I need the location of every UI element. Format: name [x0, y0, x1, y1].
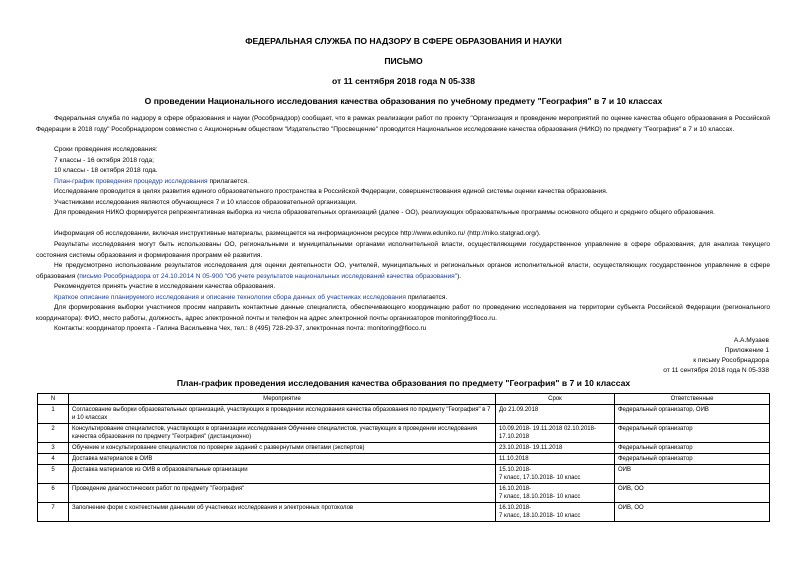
paragraph-purpose: Исследование проводится в целях развития единого образовательного пространства в Российской Федерации, совершенствования единой системы оценки качества образования.: [54, 188, 608, 195]
appendix-reference: к письму Рособрнадзора: [693, 357, 769, 364]
table-row: [38, 405, 770, 424]
agency-title: ФЕДЕРАЛЬНАЯ СЛУЖБА ПО НАДЗОРУ В СФЕРЕ ОБРАЗОВАНИЯ И НАУКИ: [245, 36, 562, 46]
study-description-link[interactable]: Краткое описание планируемого исследования и описание технологии сбора данных об участниках исследования: [54, 294, 406, 301]
document-subject: О проведении Национального исследования качества образования по учебному предмету "География" в 7 и 10 классах: [144, 96, 663, 106]
cell-term: 11.10.2018: [496, 454, 615, 465]
cell-number: 7: [38, 503, 69, 522]
paragraph-restriction: [36, 261, 770, 282]
paragraph-results-use: Результаты исследования могут быть использованы ОО, региональными и муниципальными органами исполнительной власти, осуществляющими государственное управление в сфере образования, для анализа текущего состояния системы образования и формирования программ её развития.: [36, 241, 770, 259]
paragraph-intro: Федеральная служба по надзору в сфере образования и науки (Рособрнадзор) сообщает, что в рамках реализации работ по проекту "Организация и проведение мероприятий по оценке качества общего образования в Российской Федерации в 2018 году" Рособрнадзором совместно с Акционерным обществом "Издательство "Просвещение" проводится Национальное исследование качества образования (НИКО) по предмету "География" в 7 и 10 классах.: [36, 115, 770, 133]
paragraph-participants: Участниками исследования являются обучающиеся 7 и 10 классов образовательной организации.: [54, 199, 357, 206]
paragraph-date-10: 10 классы - 18 октября 2018 года.: [54, 167, 158, 174]
plan-schedule-link[interactable]: План-график проведения процедур исследования: [54, 178, 208, 185]
paragraph-date-7: 7 классы - 16 октября 2018 года;: [54, 157, 154, 164]
cell-activity: Доставка материалов из ОИВ в образовательные организации: [69, 465, 496, 484]
plan-table: [37, 393, 770, 522]
cell-number: 4: [38, 454, 69, 465]
paragraph-info-resource: Информация об исследовании, включая инструктивные материалы, размещается на информационном ресурсе http://www.eduniko.ru/ (http://niko.statgrad.org/).: [54, 230, 541, 237]
column-header-activity: Мероприятие: [69, 394, 496, 405]
cell-term: 10.09.2018- 19.11.2018 02.10.2018- 17.10.2018: [496, 424, 615, 443]
column-header-number: N: [38, 394, 69, 405]
paragraph-plan-link: [54, 177, 249, 188]
column-header-responsible: Ответственные: [615, 394, 770, 405]
restriction-end: ).: [457, 272, 462, 280]
table-row: [38, 465, 770, 484]
paragraph-recommendation: Рекомендуется принять участие в исследовании качества образования.: [54, 283, 276, 290]
cell-term: 23.10.2018- 19.11.2018: [496, 443, 615, 454]
cell-responsible: Федеральный организатор, ОИВ: [615, 405, 770, 424]
table-row: [38, 443, 770, 454]
letter-05-900-link[interactable]: письмо Рособрнадзора от 24.10.2014 N 05-900 "Об учете результатов национальных исследований качества образования": [79, 272, 458, 280]
appendix-number: Приложение 1: [724, 347, 769, 354]
cell-activity: Доставка материалов в ОИВ: [69, 454, 496, 465]
restriction-text: Не предусмотрено использование результатов исследования для оценки деятельности ОО, учителей, муниципальных и региональных органов исполнительной власти, осуществляющих государственное управление в сфере образования (: [36, 262, 770, 280]
column-header-term: Срок: [496, 394, 615, 405]
cell-activity: Консультирование специалистов, участвующих в организации исследования Обучение специалистов, участвующих в проведении исследования качества образования по предмету "География" (дистанционно): [69, 424, 496, 443]
table-row: [38, 424, 770, 443]
cell-responsible: ОИВ: [615, 465, 770, 484]
plan-title: План-график проведения исследования качества образования по предмету "География" в 7 и 10 классах: [176, 378, 631, 388]
paragraph-dates-heading: Сроки проведения исследования:: [54, 146, 158, 153]
cell-responsible: ОИВ, ОО: [615, 484, 770, 503]
cell-term: 15.10.2018- 7 класс, 17.10.2018- 10 класс: [496, 465, 615, 484]
cell-activity: Обучение и консультирование специалистов по проверке заданий с развернутыми ответами (экспертов): [69, 443, 496, 454]
cell-responsible: Федеральный организатор: [615, 454, 770, 465]
cell-number: 1: [38, 405, 69, 424]
cell-activity: Проведение диагностических работ по предмету "География": [69, 484, 496, 503]
table-row: [38, 454, 770, 465]
cell-number: 2: [38, 424, 69, 443]
table-row: [38, 484, 770, 503]
cell-number: 5: [38, 465, 69, 484]
cell-number: 6: [38, 484, 69, 503]
paragraph-sample: Для проведения НИКО формируется репрезентативная выборка из числа образовательных организаций (далее - ОО), реализующих образовательные программы основного общего и среднего общего образования.: [54, 209, 715, 216]
cell-activity: Согласование выборки образовательных организаций, участвующих в проведении исследования качества образования по предмету "География" в 7 и 10 классах: [69, 405, 496, 424]
cell-responsible: Федеральный организатор: [615, 443, 770, 454]
cell-responsible: ОИВ, ОО: [615, 503, 770, 522]
paragraph-contacts: Контакты: координатор проекта - Галина Васильевна Чех, тел.: 8 (495) 728-29-37, электронная почта: monitoring@fioco.ru: [54, 325, 427, 332]
table-header-row: [38, 394, 770, 405]
study-description-suffix: прилагается.: [405, 294, 448, 301]
cell-number: 3: [38, 443, 69, 454]
plan-schedule-suffix: прилагается.: [207, 178, 249, 185]
cell-term: 16.10.2018- 7 класс, 18.10.2018- 10 класс: [496, 484, 615, 503]
document-date-number: от 11 сентября 2018 года N 05-338: [331, 76, 475, 86]
cell-term: 16.10.2018- 7 класс, 18.10.2018- 10 класс: [496, 503, 615, 522]
document-type: ПИСЬМО: [384, 56, 423, 66]
cell-term: До 21.09.2018: [496, 405, 615, 424]
cell-responsible: Федеральный организатор: [615, 424, 770, 443]
table-row: [38, 503, 770, 522]
appendix-date: от 11 сентября 2018 года N 05-338: [663, 367, 769, 374]
cell-activity: Заполнение форм с контекстными данными об участниках исследования и электронных протоколов: [69, 503, 496, 522]
paragraph-description-link: [36, 293, 770, 304]
signature: А.А.Музаев: [733, 337, 769, 344]
paragraph-coordinator-request: Для формирования выборки участников просим направить контактные данные специалиста, обеспечивающего координацию работ по проведению исследования на территории субъекта Российской Федерации (регионального координатора): ФИО, место работы, должность, адрес электронной почты и телефон на адрес электронной почты организаторов monitoring@fioco.ru.: [36, 304, 770, 322]
